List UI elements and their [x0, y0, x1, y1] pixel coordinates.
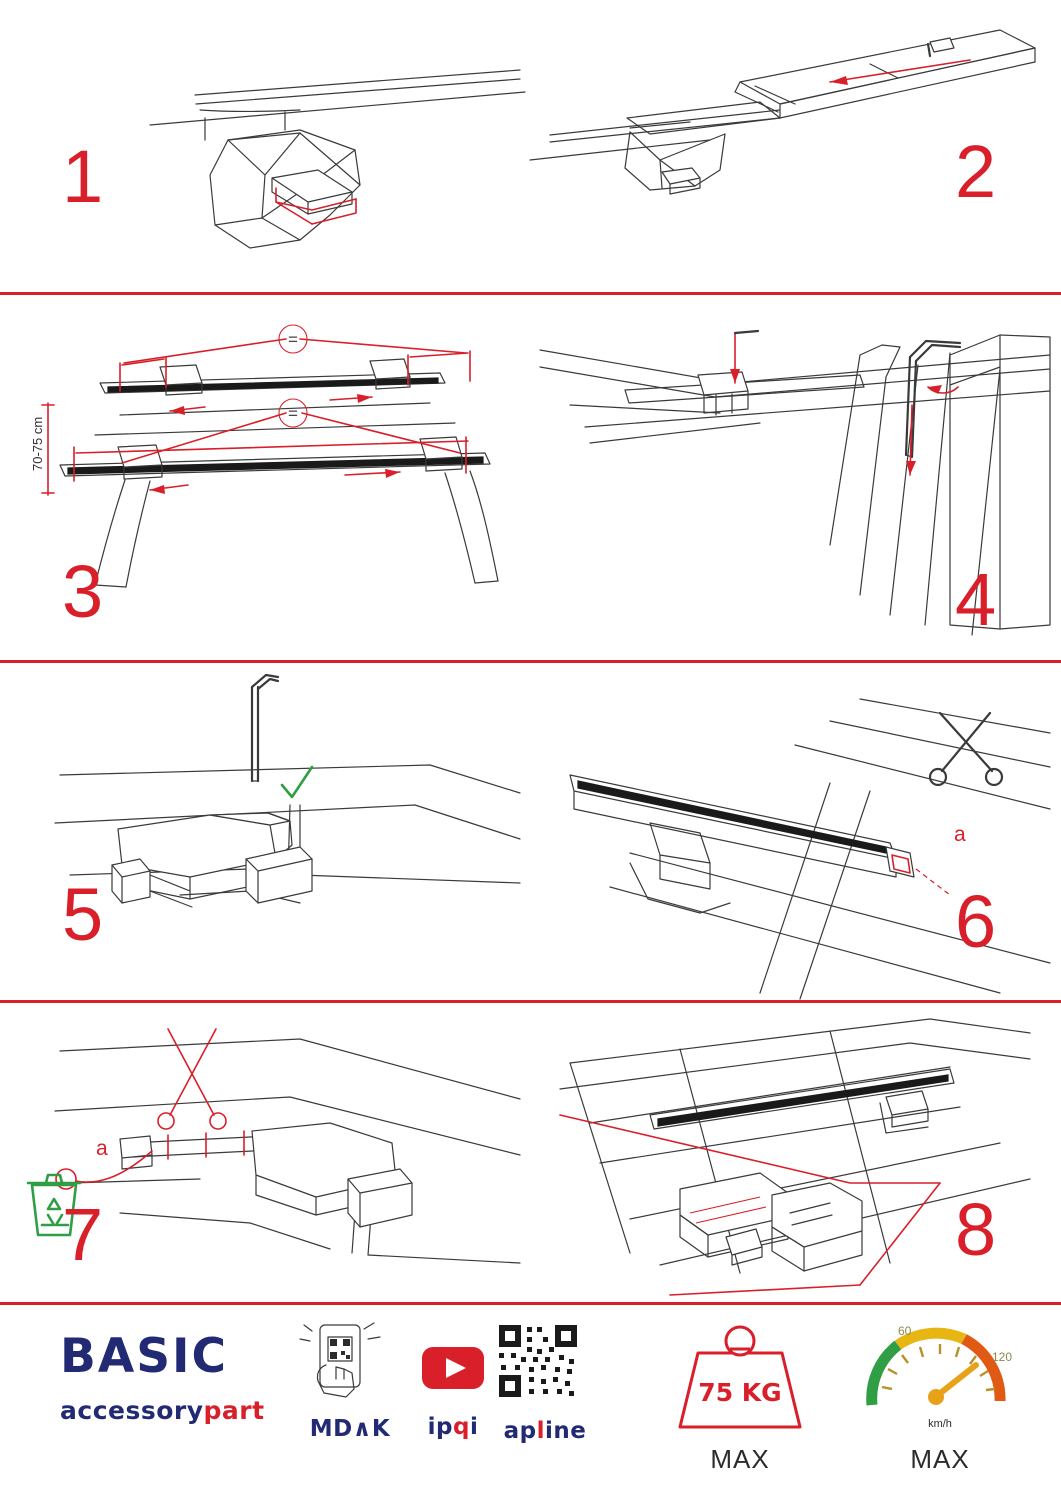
- svg-text:=: =: [288, 404, 298, 423]
- apline-main: ap: [503, 1418, 537, 1444]
- measure-label-3: 70-75 cm: [30, 416, 45, 471]
- speed-max-label: MAX: [910, 1444, 970, 1474]
- part-label-a-6: a: [954, 823, 966, 846]
- apline-tail: ine: [545, 1418, 587, 1444]
- step-number-5: 5: [62, 873, 102, 956]
- ipqi-tail: i: [469, 1414, 479, 1440]
- step-number-1: 1: [62, 135, 102, 218]
- step-number-3: 3: [62, 550, 102, 633]
- speed-unit: km/h: [928, 1418, 952, 1430]
- gauge-min: 60: [898, 1324, 912, 1338]
- mdak-tail: K: [371, 1416, 391, 1442]
- step-panel-6: [530, 663, 1061, 1000]
- brand-accessorypart-text: [60, 1398, 290, 1423]
- load-max-label: MAX: [710, 1444, 770, 1474]
- speed-limit-block: [840, 1309, 1040, 1475]
- step-number-8: 8: [955, 1188, 995, 1271]
- ipqi-main: ip: [427, 1414, 453, 1440]
- logo-mdak[interactable]: [290, 1321, 410, 1442]
- brand-basic-text: BASIC: [60, 1329, 229, 1384]
- footer: [0, 1305, 1061, 1500]
- step-panel-7: [0, 1003, 530, 1302]
- weight-value: 75 KG: [698, 1378, 782, 1407]
- mdak-main: MD: [309, 1416, 353, 1442]
- step-panel-1: [0, 0, 530, 292]
- speedometer-icon: [840, 1309, 1040, 1439]
- mdak-accent: ∧: [352, 1416, 372, 1442]
- logo-caption-mdak: [290, 1416, 410, 1442]
- hand-qr-scan-icon: [290, 1321, 410, 1401]
- step-number-4: 4: [955, 558, 995, 641]
- ipqi-accent: q: [453, 1414, 470, 1440]
- load-limit-block: [640, 1309, 840, 1475]
- step-number-2: 2: [955, 130, 995, 213]
- logo-apline[interactable]: [475, 1319, 615, 1444]
- step-number-7: 7: [62, 1193, 102, 1276]
- weight-icon: [640, 1309, 840, 1439]
- qr-code-icon: [475, 1319, 615, 1403]
- step-number-6: 6: [955, 880, 995, 963]
- step-panel-4: [530, 295, 1061, 660]
- apline-accent: l: [536, 1418, 545, 1444]
- logo-caption-apline: [475, 1418, 615, 1444]
- brand-block: [60, 1329, 290, 1425]
- step-panel-2: [530, 0, 1061, 292]
- step-panel-5: [0, 663, 530, 1000]
- step-panel-8: [530, 1003, 1061, 1302]
- gauge-max: 120: [992, 1350, 1013, 1364]
- brand-prefix: accessory: [60, 1396, 204, 1425]
- step-panel-3: [0, 295, 530, 660]
- brand-suffix: part: [203, 1396, 265, 1425]
- part-label-a-7: a: [96, 1137, 108, 1160]
- svg-text:=: =: [288, 330, 298, 349]
